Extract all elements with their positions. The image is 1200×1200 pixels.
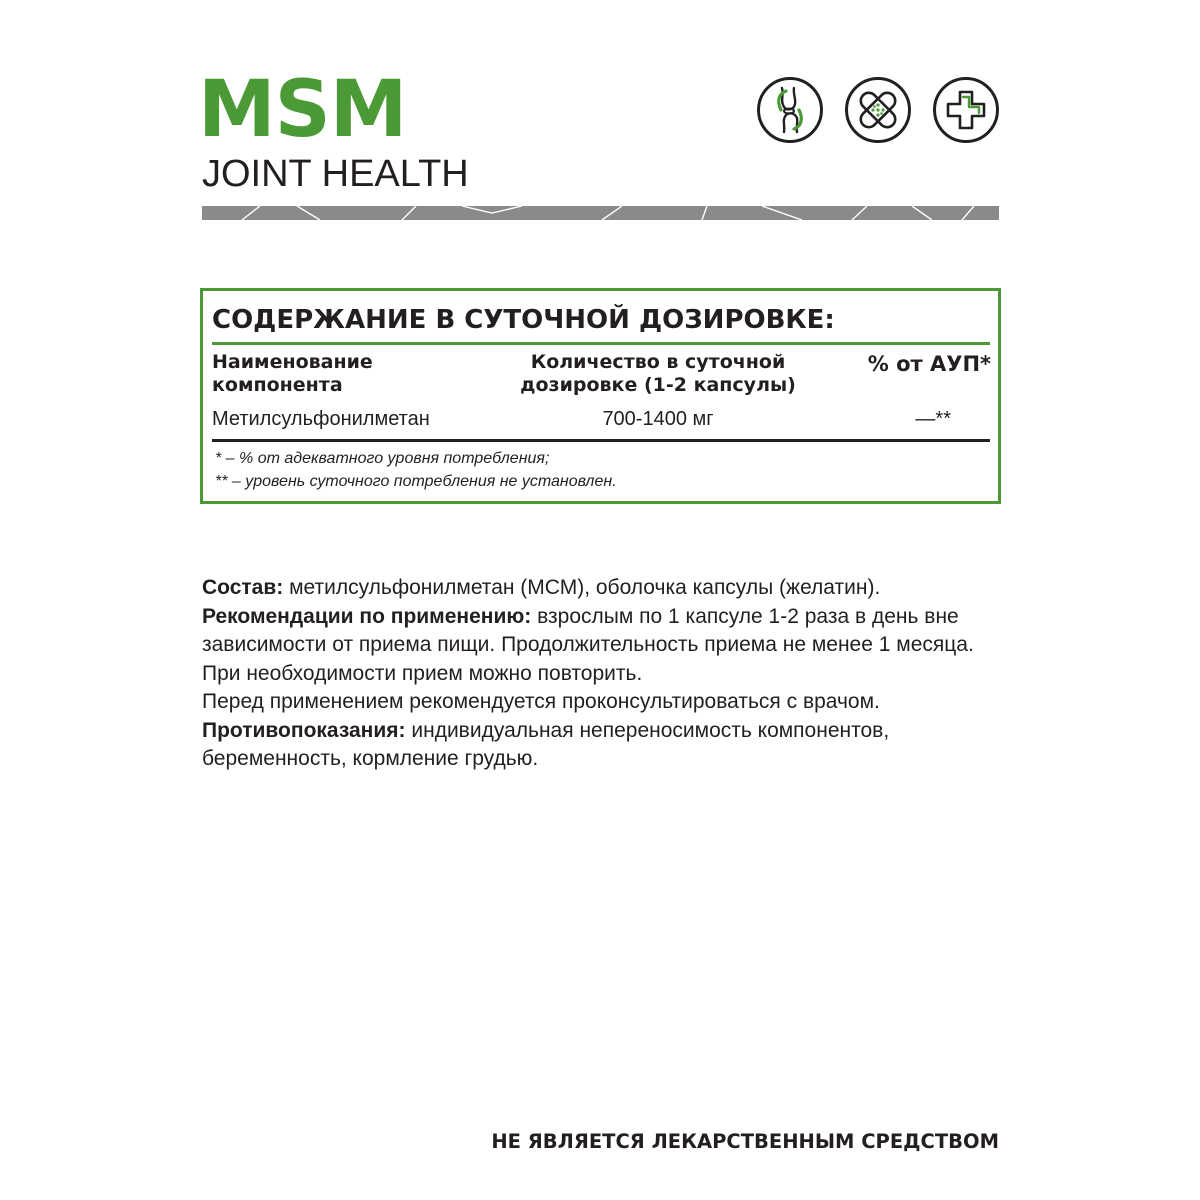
table-cell-name: Метилсульфонилметан — [212, 408, 430, 430]
composition-paragraph — [202, 574, 1002, 603]
product-subtitle: JOINT HEALTH — [202, 153, 469, 195]
feature-icons — [757, 77, 1000, 143]
product-info — [202, 574, 1002, 774]
product-title: MSM — [198, 65, 407, 155]
column-header-quantity: Количество в суточной дозировке (1-2 капсулы) — [520, 351, 796, 396]
composition-text: метилсульфонилметан (МСМ), оболочка капсулы (желатин). — [283, 576, 881, 599]
usage-text: взрослым по 1 капсуле 1-2 раза в день вне зависимости от приема пищи. Продолжительность приема не менее 1 месяца. При необходимости прием можно повторить. — [202, 604, 974, 685]
panel-title: СОДЕРЖАНИЕ В СУТОЧНОЙ ДОЗИРОВКЕ: — [212, 305, 835, 335]
usage-label: Рекомендации по применению: — [202, 604, 532, 628]
divider — [212, 342, 990, 345]
joint-icon — [757, 77, 823, 143]
column-header-percent: % от АУП* — [867, 352, 991, 376]
consult-paragraph: Перед применением рекомендуется проконсультироваться с врачом. — [202, 690, 880, 713]
composition-label: Состав: — [202, 576, 284, 599]
divider — [212, 439, 990, 442]
contraindications-paragraph — [202, 717, 1002, 774]
table-cell-percent: —** — [915, 408, 951, 430]
daily-dose-panel — [200, 288, 1001, 504]
table-cell-quantity: 700-1400 мг — [602, 408, 714, 430]
footnote: * – % от адекватного уровня потребления; — [215, 450, 550, 467]
bandage-icon — [845, 77, 911, 143]
contraindications-label: Противопоказания: — [202, 718, 406, 742]
footnote: ** – уровень суточного потребления не установлен. — [215, 473, 617, 490]
medical-cross-icon — [933, 77, 999, 143]
usage-paragraph — [202, 603, 1002, 689]
decorative-stripe — [202, 206, 999, 220]
column-header-name: Наименование компонента — [212, 351, 373, 396]
disclaimer: НЕ ЯВЛЯЕТСЯ ЛЕКАРСТВЕННЫМ СРЕДСТВОМ — [491, 1130, 999, 1153]
contraindications-text: индивидуальная непереносимость компонентов, беременность, кормление грудью. — [202, 718, 890, 770]
